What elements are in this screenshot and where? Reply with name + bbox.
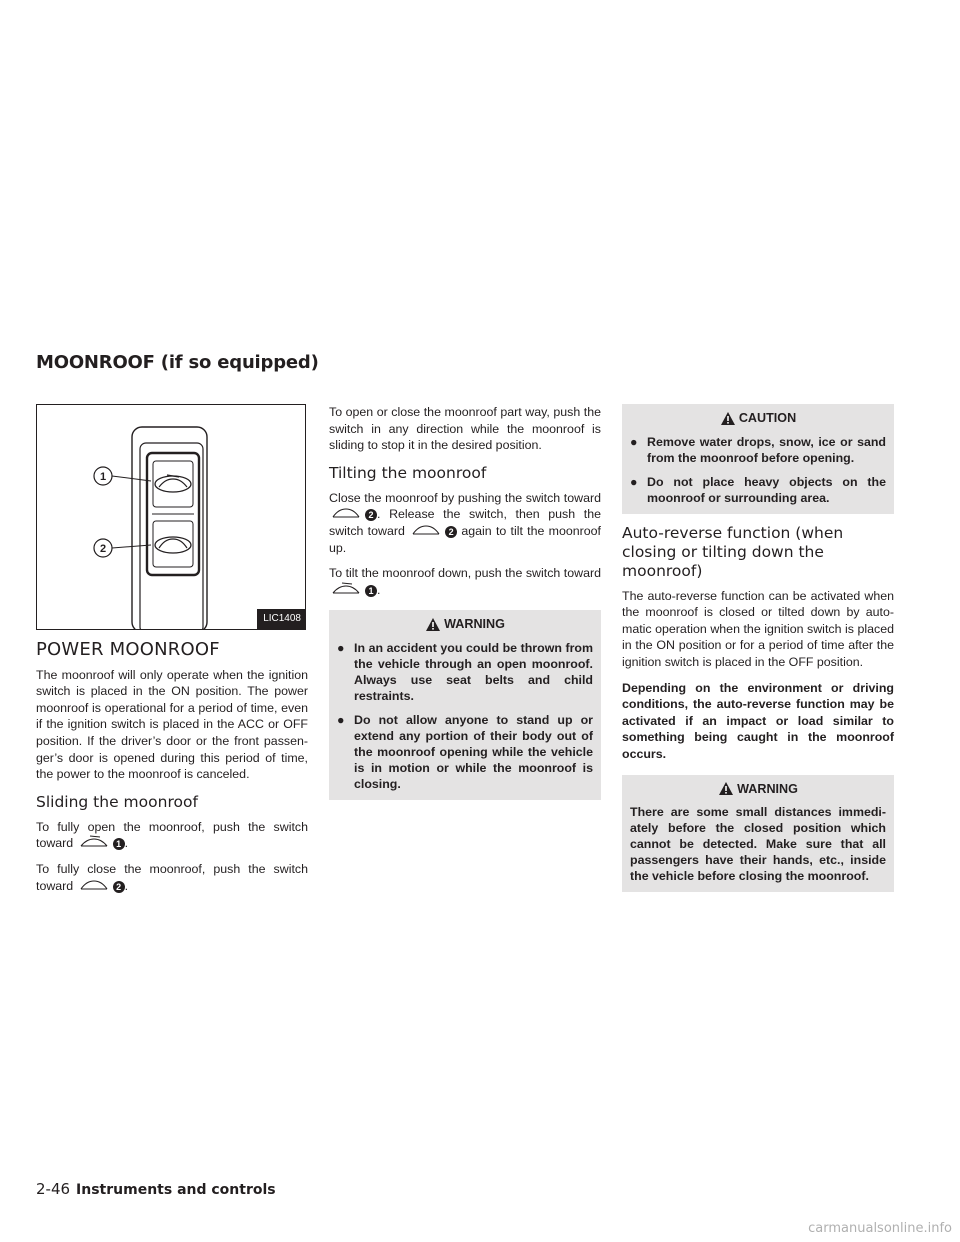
warning-header — [630, 781, 886, 798]
warning-header — [337, 616, 593, 633]
moonroof-open-icon — [77, 835, 111, 849]
open-text: To fully open the moonroof, push the switch toward — [36, 819, 308, 851]
tilting-heading: Tilting the moonroof — [329, 463, 487, 482]
period: . — [377, 582, 381, 597]
warning-triangle-icon — [718, 781, 734, 796]
warning-text: In an accident you could be thrown from the vehicle through an open moonroof. Always use seat belts and child restraints. — [354, 640, 593, 703]
bullet: ● — [337, 640, 345, 655]
caution-text: Do not place heavy objects on the moonroof or surrounding area. — [647, 474, 886, 505]
callout-1-label: 1 — [99, 471, 107, 483]
sliding-heading: Sliding the moonroof — [36, 792, 198, 811]
close-instruction — [36, 861, 308, 894]
caution-item — [630, 434, 886, 466]
figure-id: LIC1408 — [257, 609, 305, 629]
tilt-text-b: . Release the switch, then push the switch toward — [329, 507, 601, 538]
warning-item — [337, 640, 593, 704]
partway-text: To open or close the moonroof part way, push the switch in any direction while the moonroof is sliding to stop it in the desired position. — [329, 405, 601, 453]
column-3 — [622, 404, 894, 902]
step-1-marker: 1 — [113, 838, 125, 850]
moonroof-close-icon — [329, 506, 363, 520]
moonroof-close-icon — [77, 878, 111, 892]
moonroof-switch-figure — [36, 404, 306, 630]
tilt-text-a: Close the moonroof by pushing the switch toward — [329, 490, 601, 505]
caution-box — [622, 404, 894, 514]
bullet: ● — [337, 712, 345, 727]
tilt-text-c: again to tilt the moonroof up. — [329, 523, 601, 555]
tilt-down-instruction — [329, 565, 601, 598]
auto-reverse-heading: Auto-reverse function (when closing or tilting down the moonroof) — [622, 523, 844, 580]
auto-reverse-p2: Depending on the environment or driving conditions, the auto-reverse function may be activated if an impact or load similar to something being caught in the moonroof occurs. — [622, 680, 894, 761]
step-2-marker: 2 — [365, 509, 377, 521]
step-2-marker: 2 — [445, 526, 457, 538]
page-number: 2-46 — [36, 1180, 71, 1198]
bullet: ● — [630, 474, 638, 489]
power-moonroof-heading: POWER MOONROOF — [36, 639, 220, 660]
column-1 — [36, 404, 308, 903]
watermark: carmanualsonline.info — [808, 1221, 952, 1236]
open-instruction — [36, 819, 308, 852]
caution-item — [630, 474, 886, 506]
warning-text: There are some small distances immedi-ately before the closed position which cannot be detected. Make sure that all passengers have their hands, etc., inside the vehicle before closing the moonroof. — [630, 805, 886, 884]
caution-header — [630, 410, 886, 427]
section-title: MOONROOF (if so equipped) — [36, 352, 319, 373]
tilt-up-instruction — [329, 490, 601, 556]
warning-label: WARNING — [444, 617, 505, 632]
power-moonroof-intro: The moonroof will only operate when the ignition switch is placed in the ON position. The power moonroof is operational for a period of time, even if the ignition switch is placed in the ACC or OFF position. If the driver’s door or the front passen-ger’s door is opened during this period of time, the power to the moonroof is canceled. — [36, 667, 308, 782]
moonroof-close-icon — [409, 523, 443, 537]
warning-box-2 — [622, 775, 894, 893]
period: . — [124, 878, 129, 893]
moonroof-switch-illustration — [37, 405, 305, 629]
chapter-title: Instruments and controls — [76, 1182, 276, 1198]
caution-text: Remove water drops, snow, ice or sand from the moonroof before opening. — [647, 434, 886, 465]
auto-reverse-p1: The auto-reverse function can be activated when the moonroof is closed or tilted down by auto-matic operation when the ignition switch is placed in the ON position or for a period of time after the ignition switch is placed in the OFF position. — [622, 588, 894, 669]
warning-box-1 — [329, 610, 601, 800]
column-2 — [329, 404, 601, 810]
warning-item — [337, 712, 593, 792]
warning-label: WARNING — [737, 781, 798, 796]
caution-label: CAUTION — [738, 411, 797, 425]
step-2-marker: 2 — [113, 881, 125, 893]
bullet: ● — [630, 434, 638, 449]
step-1-marker: 1 — [365, 585, 377, 597]
tilt-down-text: To tilt the moonroof down, push the switch toward — [329, 566, 601, 581]
moonroof-open-icon — [329, 582, 363, 596]
period: . — [124, 836, 129, 851]
warning-triangle-icon — [425, 617, 441, 632]
callout-2-label: 2 — [99, 543, 107, 555]
warning-triangle-icon — [720, 411, 736, 426]
close-text: To fully close the moonroof, push the switch toward — [36, 861, 308, 893]
warning-text: Do not allow anyone to stand up or extend any portion of their body out of the moonroof opening while the vehicle is in motion or while the moonroof is closing. — [354, 712, 593, 791]
page-footer — [36, 1180, 276, 1198]
